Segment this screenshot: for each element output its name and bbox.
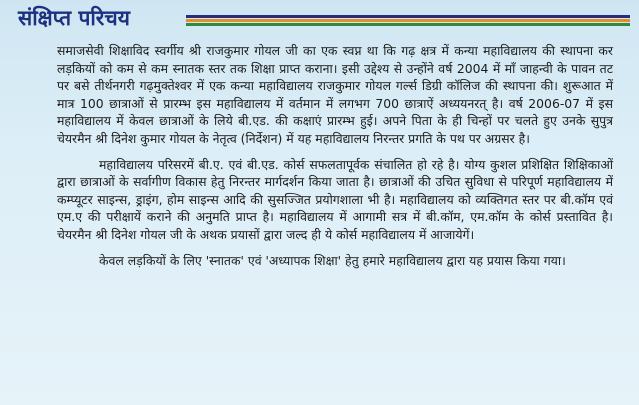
section-title: संक्षिप्त परिचय [18,6,130,30]
title-rule-green [186,23,630,26]
paragraph-courses: महाविद्यालय परिसरमें बी.ए. एवं बी.एड. कोर्स सफलतापूर्वक संचालित हो रहे है। योग्य कुशल प्रशिक्षित शिक्षिकाओं द्वारा छात्राओं के सर्वागीण विकास हेतु निरन्तर मार्गदर्शन किया जाता है। छात्राओं की उचित सुविधा से परिपूर्ण महाविद्यालय में कम्प्यूटर साइन्स, ड्राइंग, होम साइन्स आदि की सुसज्जित प्रयोगशाला भी है। महाविद्यालय को व्यक्तिगत स्तर पर बी.कॉम एवं एम.ए की परीक्षायें कराने की अनुमति प्राप्त है। महाविद्यालय में आगामी सत्र में बी.कॉम, एम.कॉम के कोर्स प्रस्तावित है। चेयरमैन श्री दिनेश गोयल जी के अथक प्रयासों द्वारा जल्द ही ये कोर्स महाविद्यालय में आजायेगें। [57,156,613,242]
section-header [18,4,630,32]
title-rule-orange [186,19,630,22]
title-rule-blue [186,15,630,18]
paragraph-history: समाजसेवी शिक्षाविद स्वर्गीय श्री राजकुमार गोयल जी का एक स्वप्न था कि गढ़ क्षत्र में कन्या महाविद्यालय की स्थापना कर लड़कियों को कम से कम स्नातक स्तर तक शिक्षा प्राप्त कराना। इसी उद्देश्य से उन्होंने वर्ष 2004 में माँ जाहन्वी के पावन तट पर बसे तीर्थनगरी गढ़मुक्तेश्वर में एक कन्या महाविद्यालय राजकुमार गोयल गर्ल्स डिग्री कॉलिज की स्थापना की। शुरूआत में मात्र 100 छात्राओं से प्रारम्भ इस महाविद्यालय में वर्तमान में लगभग 700 छात्राऐं अध्ययनरत् है। वर्ष 2006-07 में इस महाविद्यालय में केवल छात्राओं के लिये बी.एड. की कक्षाएं प्रारम्भ हुई। अपने पिता के ही चिन्हों पर चलते हुए उनके सुपुत्र चेयरमैन श्री दिनेश कुमार गोयल के नेतृत्व (निर्देशन) में यह महाविद्यालय निरन्तर प्रगति के पथ पर अग्रसर है। [57,43,613,146]
intro-text [57,42,613,402]
paragraph-purpose: केवल लड़कियों के लिए 'स्नातक' एवं 'अध्यापक शिक्षा' हेतु हमारे महाविद्यालय द्वारा यह प्रयास किया गया। [99,252,566,268]
